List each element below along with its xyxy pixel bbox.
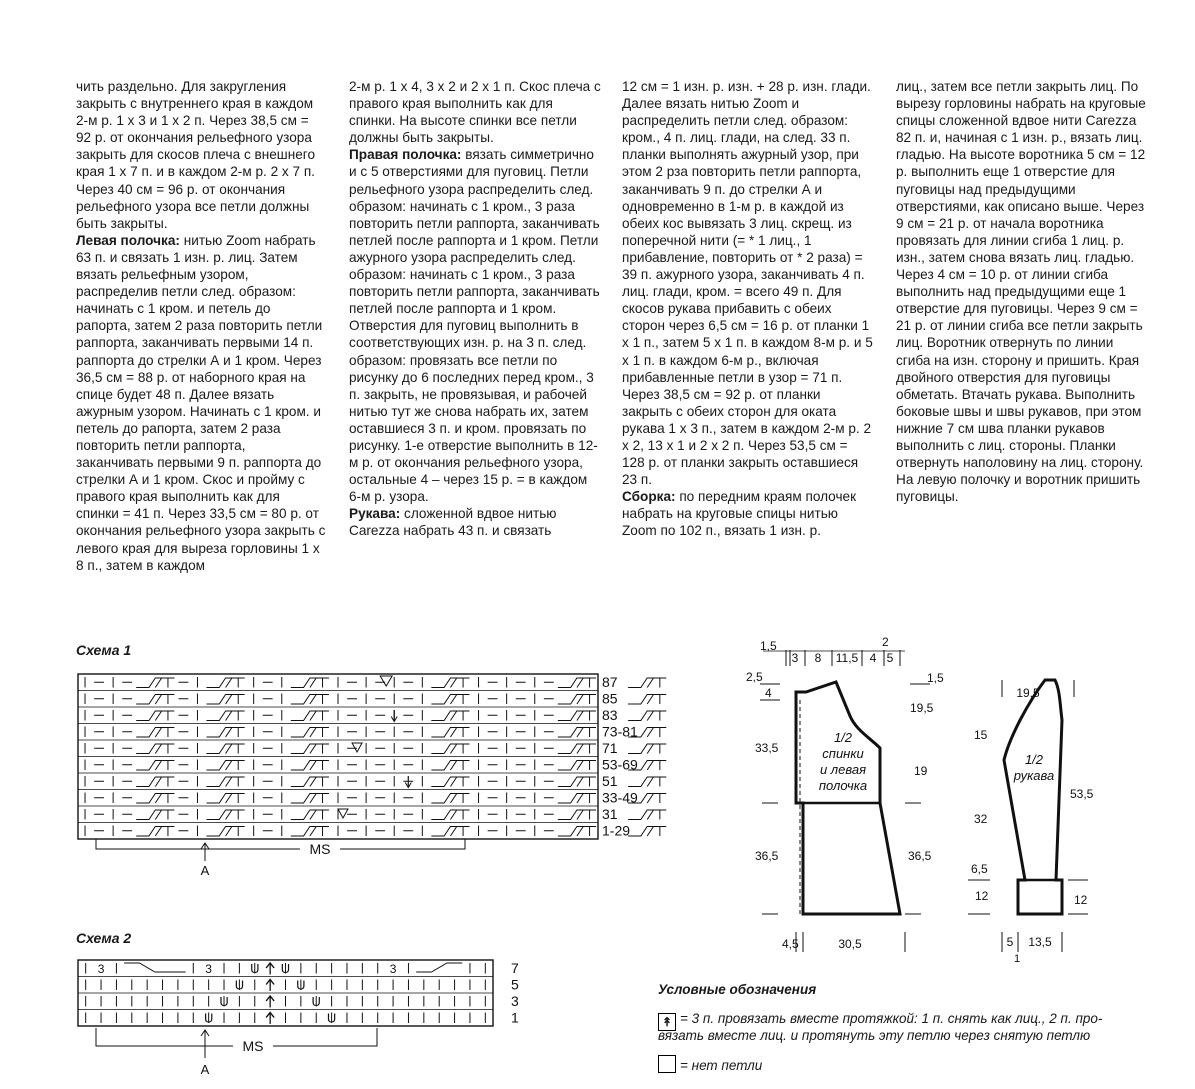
cable-cross-mark — [647, 744, 653, 754]
cable-cross-mark — [291, 728, 329, 738]
cable-cross-mark — [226, 728, 232, 738]
cable-cross-mark — [647, 728, 653, 738]
cable-cross-mark — [155, 678, 161, 688]
cable-cross-mark — [577, 711, 583, 721]
cable-cross-mark — [558, 711, 596, 721]
paragraph-text: нитью Zoom набрать 63 п. и связать 1 изн. р. лиц. Затем вязать рельефным узором, распределив петли след. образом: начинать с 1 кром. и петель до рапорта, затем 2 раза повторить петли раппорта, заканчивать первыми 14 п. раппорта до стрелки А и 1 кром. Через 36,5 см = 88 р. от наборного края на спице будет 48 п. Далее вязать ажурным узором. Начинать с 1 кром. и петель до рапорта, затем 2 раза повторить петли раппорта, заканчивать первыми 9 п. раппорта до стрелки А и 1 кром. Скос и пройму с правого края выполнить как для спинки = 41 п. Через 33,5 см = 80 р. от окончания рельефного узора закрыть с левого края для выреза горловины 1 х 8 п., затем в каждом — [76, 232, 326, 573]
dim-label: 11,5 — [835, 651, 859, 665]
cable-cross-mark — [628, 744, 666, 754]
legend-item-no-stitch — [658, 1055, 762, 1074]
cable-cross-mark — [291, 827, 329, 837]
cable-cross-mark — [628, 678, 666, 688]
cable-cross-mark — [155, 695, 161, 705]
section-heading: Левая полочка: — [76, 232, 180, 248]
dim-label: 5 — [886, 651, 894, 665]
ms-bracket — [96, 839, 465, 849]
paragraph-text: вязать симметрично и с 5 отверстиями для пуговиц. Петли рельефного узора распределить след. образом: начинать с 1 кром., 3 раза повторить петли раппорта, заканчивать петлей после раппорта и 1 кром. Петли ажурного узора распределить след. образом: начинать с 1 кром., 3 раза повторить петли раппорта, заканчивать петлей после раппорта и 1 кром. Отверстия для пуговиц выполнить в соответствующих изн. р. на 3 п. след. образом: провязать все петли по рисунку до 6 последних перед кром., 3 п. закрыть, не провязывая, и рабочей нитью тут же снова набрать их, затем оставшиеся 3 п. и кром. провязать по рисунку. 1-е отверстие выполнить в 12-м р. от окончания рельефного узора, остальные 4 – через 15 р. = в каждом 6-м р. узора. — [349, 147, 600, 505]
dim-label: 4,5 — [782, 937, 799, 951]
cable-cross-mark — [291, 794, 329, 804]
yarn-over-symbol: U — [296, 977, 306, 993]
scheme2-ms-label: MS — [242, 1038, 264, 1054]
cable-cross-mark — [577, 794, 583, 804]
dim-label: 1,5 — [760, 639, 777, 653]
scheme-1-title: Схема 1 — [76, 642, 132, 658]
scheme1-row-label: 73-81 — [602, 723, 638, 740]
body-piece-label: 1/2 — [833, 730, 853, 745]
cable-cross-mark — [431, 827, 469, 837]
cable-cross-mark — [450, 794, 456, 804]
sk3-symbol-icon: ↟ — [658, 1013, 676, 1031]
cable-cross-mark — [206, 810, 244, 820]
cable-cross-mark — [206, 728, 244, 738]
scheme-2-title: Схема 2 — [76, 930, 132, 946]
scheme1-row-label: 83 — [602, 707, 618, 723]
cable-cross-mark — [155, 711, 161, 721]
section-heading: Правая полочка: — [349, 147, 462, 163]
cable-cross-mark — [310, 761, 316, 771]
cable-cross-mark — [647, 794, 653, 804]
cable-cross-mark — [226, 810, 232, 820]
dim-label: 4 — [765, 686, 772, 700]
cable-cross-mark — [155, 777, 161, 787]
cable-cross-mark — [136, 810, 174, 820]
cable-cross-mark — [310, 695, 316, 705]
scheme2-row-label: 1 — [511, 1009, 519, 1026]
cable-cross-mark — [136, 728, 174, 738]
cable-cross-mark — [431, 678, 469, 688]
cable-cross-mark — [647, 827, 653, 837]
cable-cross-mark — [628, 695, 666, 705]
cable-cross-mark — [628, 711, 666, 721]
cable-cross-mark — [155, 744, 161, 754]
dim-label: 53,5 — [1070, 787, 1094, 801]
cable-cross-mark — [155, 794, 161, 804]
dim-label: 19,5 — [910, 701, 934, 715]
cable-cross-mark — [136, 794, 174, 804]
cable-cross-mark — [628, 827, 666, 837]
cable-cross-mark — [577, 777, 583, 787]
cable-cross-mark — [310, 827, 316, 837]
cable-cross-mark — [431, 711, 469, 721]
yarn-over-symbol: U — [280, 961, 291, 976]
cable-cross-mark — [558, 728, 596, 738]
paragraph-text: по передним краям полочек набрать на круговые спицы нитью Zoom по 102 п., вязать 1 изн. р. — [622, 489, 857, 539]
paragraph-text: 2-м р. 1 х 4, 3 х 2 и 2 х 1 п. Скос плеча с правого края выполнить как для спинки. На высоте спинки все петли должны быть закрыты. — [349, 79, 601, 146]
paragraph-text: сложенной вдвое нитью Carezza набрать 43 п. и связать — [349, 506, 557, 539]
scheme1-row-label: 33-49 — [602, 789, 638, 806]
cable-cross-mark — [226, 827, 232, 837]
cable-cross-mark — [206, 711, 244, 721]
cable-cross-mark — [136, 695, 174, 705]
cable-cross-mark — [136, 678, 174, 688]
dim-label: 36,5 — [755, 849, 779, 863]
cable-cross-mark — [291, 810, 329, 820]
paragraph-text: лиц., затем все петли закрыть лиц. По вырезу горловины набрать на круговые спицы сложенной вдвое нити Carezza 82 п. и, начиная с 1 изн. р., вязать лиц. гладью. На высоте воротника 5 см = 12 р. выполнить еще 1 отверстие для пуговицы над предыдущими отверстиями, как описано выше. Через 9 см = 21 р. от начала воротника провязать для линии сгиба 1 лиц. р. изн., затем снова вязать лиц. гладью. Через 4 см = 10 р. от линии сгиба выполнить над предыдущими еще 1 отверстие для пуговицы. Через 9 см = 21 р. от линии сгиба все петли закрыть лиц. Воротник отвернуть по линии сгиба на изн. сторону и пришить. Края двойного отверстия для пуговицы обметать. Втачать рукава. Выполнить боковые швы и швы рукавов, при этом нижние 7 см шва планки рукавов выполнить с лиц. стороны. Планки отвернуть наполовину на лиц. сторону. На левую полочку и воротник пришить пуговицы. — [896, 79, 1146, 505]
dim-label: 6,5 — [971, 862, 988, 876]
cable-cross-mark — [310, 678, 316, 688]
cable-cross-mark — [558, 678, 596, 688]
dim-label: 32 — [974, 812, 988, 826]
cable-cross-mark — [450, 777, 456, 787]
body-outline — [796, 682, 900, 914]
cable-cross-mark — [431, 777, 469, 787]
cable-cross-mark — [647, 678, 653, 688]
cable-cross-mark — [136, 761, 174, 771]
dim-label: 2 — [882, 635, 889, 649]
three-symbol: 3 — [97, 962, 105, 976]
cable-cross-mark — [558, 794, 596, 804]
legend-item-no-stitch-text: = нет петли — [680, 1058, 763, 1073]
cable-cross-mark — [206, 695, 244, 705]
yarn-over-symbol: U — [311, 994, 321, 1009]
cable-cross-mark — [577, 761, 583, 771]
cable-cross-mark — [577, 678, 583, 688]
cable-cross-mark — [577, 810, 583, 820]
yarn-over-symbol: U — [203, 1010, 214, 1026]
cable-cross-mark — [577, 728, 583, 738]
three-symbol: 3 — [205, 962, 212, 976]
legend-item-sk3-text: = 3 п. провязать вместе протяжкой: 1 п. снять как лиц., 2 п. про- — [680, 1011, 1103, 1026]
cable-cross-mark — [310, 794, 316, 804]
body-piece-label: полочка — [818, 778, 868, 793]
yarn-over-symbol: U — [219, 994, 229, 1009]
cable-cross-mark — [291, 744, 329, 754]
dim-label: 30,5 — [838, 937, 862, 951]
dim-label: 8 — [814, 651, 822, 665]
cable-cross-mark — [450, 744, 456, 754]
dim-label: 12 — [1074, 893, 1088, 907]
cable-cross-mark — [558, 810, 596, 820]
cable-cross-mark — [310, 744, 316, 754]
cable-cross-mark — [136, 711, 174, 721]
cable-cross-mark — [628, 810, 666, 820]
cable-cross-mark — [226, 794, 232, 804]
scheme1-row-label: 85 — [602, 690, 618, 707]
body-piece-label: и левая — [819, 762, 867, 777]
cable-cross-mark — [647, 695, 653, 705]
dim-label: 19 — [914, 764, 928, 778]
legend-title: Условные обозначения — [658, 982, 817, 997]
dim-label: 15 — [974, 728, 988, 742]
cable-cross-mark — [310, 711, 316, 721]
cable-cross-mark — [558, 744, 596, 754]
cable-cross-mark — [450, 678, 456, 688]
cable-cross-mark — [291, 761, 329, 771]
cable-cross-mark — [431, 761, 469, 771]
cable-cross-mark — [431, 695, 469, 705]
cable-cross-mark — [647, 777, 653, 787]
scheme1-row-label: 1-29 — [602, 822, 631, 839]
cable-cross-mark — [226, 695, 232, 705]
yarn-over-symbol: U — [234, 977, 245, 993]
cable-cross-mark — [155, 728, 161, 738]
cable-cross-mark — [206, 777, 244, 787]
scheme1-row-label: 31 — [602, 806, 618, 822]
cable-cross-mark — [431, 728, 469, 738]
scheme1-row-label: 87 — [602, 674, 618, 690]
empty-box-icon — [658, 1055, 676, 1073]
dim-label: 2,5 — [746, 670, 763, 684]
cable-cross-mark — [577, 744, 583, 754]
dim-label: 5 — [1006, 935, 1014, 949]
yarn-over-symbol: U — [250, 961, 260, 976]
decrease-symbol — [380, 676, 392, 686]
dim-label: 1,5 — [927, 671, 944, 685]
cable-cross-mark — [226, 744, 232, 754]
cable-cross-mark — [450, 827, 456, 837]
cable-cross-mark — [450, 695, 456, 705]
cable-cross-mark — [226, 777, 232, 787]
cable-cross-mark — [310, 777, 316, 787]
cable-cross-mark — [310, 810, 316, 820]
cable-cross-mark — [155, 761, 161, 771]
section-heading: Рукава: — [349, 506, 401, 522]
cable-cross-mark — [136, 777, 174, 787]
cable-cross-mark — [206, 794, 244, 804]
cable-cross-mark — [291, 777, 329, 787]
cable-cross-mark — [226, 761, 232, 771]
dim-label: 3 — [791, 651, 799, 665]
cable-cross-mark — [431, 744, 469, 754]
paragraph-text: 12 см = 1 изн. р. изн. + 28 р. изн. глади. Далее вязать нитью Zoom и распределить петли след. образом: кром., 4 п. лиц. глади, на след. 33 п. планки выполнять ажурный узор, при этом 2 рза повторить петли раппорта, заканчивать 9 п. до стрелки А и одновременно в 1-м р. в каждой из обеих кос вывязать 3 лиц. скрещ. из поперечной нити (= * 1 лиц., 1 прибавление, повторить от * 2 раза) = 39 п. ажурного узора, заканчивать 4 п. лиц. глади, кром. = всего 49 п. Для скосов рукава прибавить с обеих сторон через 6,5 см = 16 р. от планки 1 х 1 п., затем 5 х 1 п. в каждом 8-м р. и 5 х 1 п. в каждом 6-м р., включая прибавленные петли в узор = 71 п. Через 38,5 см = 92 р. от планки закрыть с обеих сторон для оката рукава 1 х 3 п., затем в каждом 2-м р. 2 х 2, 13 х 1 и 2 х 2 п. Через 53,5 см = 128 р. от планки закрыть оставшиеся 23 п. — [622, 79, 873, 488]
cable-cross-mark — [558, 777, 596, 787]
sleeve-piece-label: рукава — [1013, 768, 1055, 783]
cable-cross-mark — [206, 678, 244, 688]
decrease-symbol — [338, 809, 348, 818]
cable-cross-mark — [291, 678, 329, 688]
cable-cross-mark — [431, 794, 469, 804]
cable-cross-mark — [558, 761, 596, 771]
scheme2-row-label: 3 — [511, 993, 519, 1009]
dim-label: 19,5 — [1016, 686, 1040, 700]
sleeve-piece-label: 1/2 — [1024, 752, 1044, 767]
dim-label: 12 — [975, 889, 989, 903]
three-symbol: 3 — [389, 962, 397, 976]
cable-cross-mark — [206, 744, 244, 754]
cable-cross-mark — [431, 810, 469, 820]
scheme1-ms-label: MS — [309, 841, 331, 857]
cable-cross-mark — [450, 711, 456, 721]
cable-cross-mark — [647, 810, 653, 820]
cable-cross-mark — [577, 695, 583, 705]
yarn-over-symbol: U — [326, 1010, 337, 1026]
dim-label: 33,5 — [755, 741, 779, 755]
cable-cross-mark — [558, 827, 596, 837]
dim-label: 36,5 — [908, 849, 932, 863]
transition-mark — [416, 963, 462, 972]
section-heading: Сборка: — [622, 489, 676, 505]
cable-cross-mark — [577, 827, 583, 837]
cable-cross-mark — [155, 810, 161, 820]
scheme2-row-label: 7 — [511, 960, 519, 976]
cable-cross-mark — [136, 744, 174, 754]
cable-cross-mark — [310, 728, 316, 738]
cable-cross-mark — [558, 695, 596, 705]
cable-cross-mark — [226, 678, 232, 688]
scheme2-row-label: 5 — [511, 976, 519, 993]
dim-label: 4 — [869, 651, 877, 665]
cable-cross-mark — [450, 728, 456, 738]
cable-cross-mark — [206, 761, 244, 771]
cable-cross-mark — [450, 810, 456, 820]
scheme1-row-label: 51 — [602, 773, 618, 789]
cable-cross-mark — [136, 827, 174, 837]
cable-cross-mark — [647, 761, 653, 771]
body-piece-label: спинки — [822, 746, 864, 761]
cable-cross-mark — [291, 695, 329, 705]
dim-label: 1 — [1013, 953, 1021, 965]
cable-cross-mark — [206, 827, 244, 837]
scheme2-arrow-label: A — [200, 1062, 210, 1077]
transition-mark — [124, 963, 185, 972]
cable-cross-mark — [450, 761, 456, 771]
cable-cross-mark — [226, 711, 232, 721]
legend-item-sk3-cont: вязать вместе лиц. и протянуть эту петлю через снятую петлю — [658, 1028, 1091, 1043]
paragraph-text: чить раздельно. Для закругления закрыть с внутреннего края в каждом 2-м р. 1 х 3 и 1 х 2 п. Через 38,5 см = 92 р. от окончания рельефного узора закрыть для скосов плеча с внешнего края 1 х 7 п. и в каждом 2-м р. 2 х 7 п. Через 40 см = 96 р. от окончания рельефного узора все петли должны быть закрыты. — [76, 79, 315, 231]
scheme1-arrow-label: A — [200, 863, 210, 878]
decrease-symbol — [352, 743, 362, 752]
cable-cross-mark — [628, 777, 666, 787]
scheme1-row-label: 71 — [602, 740, 618, 756]
cable-cross-mark — [155, 827, 161, 837]
scheme1-row-label: 53-69 — [602, 756, 638, 773]
cable-cross-mark — [647, 711, 653, 721]
cable-cross-mark — [291, 711, 329, 721]
dim-label: 13,5 — [1028, 935, 1052, 949]
